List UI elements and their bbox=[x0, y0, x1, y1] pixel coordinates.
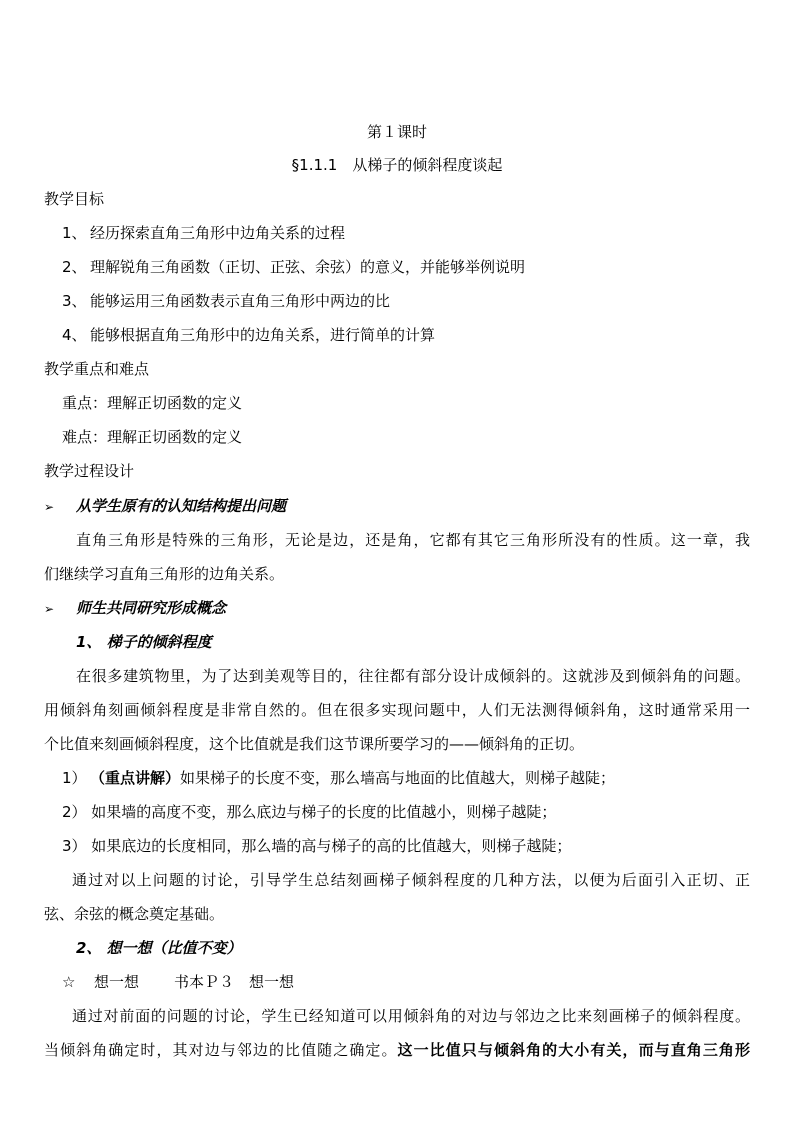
section-title: 从学生原有的认知结构提出问题 bbox=[76, 497, 287, 515]
section-heading bbox=[44, 598, 226, 619]
think-row bbox=[62, 972, 294, 992]
objective-text: 经历探索直角三角形中边角关系的过程 bbox=[90, 224, 346, 242]
list-item: 3） 如果底边的长度相同，那么墙的高与梯子的高的比值越大，则梯子越陡； bbox=[62, 837, 572, 855]
paragraph-emphasis: 这一比值只与倾斜角的大小有关，而与直角三角形 bbox=[397, 1041, 750, 1059]
lesson-title: §1.1.1 从梯子的倾斜程度谈起 bbox=[291, 156, 503, 174]
objective-num: 2、 bbox=[62, 258, 87, 276]
paragraph-line: 们继续学习直角三角形的边角关系。 bbox=[44, 565, 285, 583]
star-icon: ☆ bbox=[62, 973, 76, 991]
key-point: 重点：理解正切函数的定义 bbox=[62, 394, 243, 412]
list-num: 1） bbox=[62, 769, 87, 787]
objective-text: 理解锐角三角函数（正切、正弦、余弦）的意义，并能够举例说明 bbox=[90, 258, 526, 276]
list-text: 如果梯子的长度不变，那么墙高与地面的比值越大，则梯子越陡； bbox=[180, 769, 616, 787]
objective-item bbox=[62, 223, 345, 243]
lesson-label: 第１课时 bbox=[366, 123, 427, 141]
paragraph-line bbox=[44, 1040, 750, 1060]
paragraph-line: 直角三角形是特殊的三角形，无论是边，还是角，它都有其它三角形所没有的性质。这一章，我 bbox=[76, 531, 750, 549]
think-reference: 书本Ｐ３ 想一想 bbox=[174, 973, 295, 991]
objectives-heading: 教学目标 bbox=[44, 190, 105, 208]
list-item bbox=[62, 768, 615, 788]
paragraph-line: 弦、余弦的概念奠定基础。 bbox=[44, 905, 225, 923]
objective-text: 能够根据直角三角形中的边角关系，进行简单的计算 bbox=[90, 326, 436, 344]
paragraph-line: 通过对前面的问题的讨论，学生已经知道可以用倾斜角的对边与邻边之比来刻画梯子的倾斜程度。 bbox=[72, 1007, 750, 1025]
think-label: 想一想 bbox=[94, 973, 140, 991]
objective-item bbox=[62, 325, 435, 345]
paragraph-line: 在很多建筑物里，为了达到美观等目的，往往都有部分设计成倾斜的。这就涉及到倾斜角的问题。 bbox=[76, 667, 750, 685]
emphasis-label: （重点讲解） bbox=[90, 769, 181, 787]
list-item: 2） 如果墙的高度不变，那么底边与梯子的长度的比值越小，则梯子越陡； bbox=[62, 803, 557, 821]
objective-num: 1、 bbox=[62, 224, 87, 242]
paragraph-line: 用倾斜角刻画倾斜程度是非常自然的。但在很多实现问题中，人们无法测得倾斜角，这时通常采用一 bbox=[44, 701, 750, 719]
subsection-title: 2、 想一想（比值不变） bbox=[76, 939, 242, 957]
section-title: 师生共同研究形成概念 bbox=[76, 599, 227, 617]
keypoints-heading: 教学重点和难点 bbox=[44, 360, 150, 378]
objective-item bbox=[62, 257, 525, 277]
paragraph-line: 个比值来刻画倾斜程度，这个比值就是我们这节课所要学习的——倾斜角的正切。 bbox=[44, 735, 585, 753]
process-heading: 教学过程设计 bbox=[44, 462, 135, 480]
arrow-bullet-icon: ➢ bbox=[44, 500, 55, 514]
objective-item bbox=[62, 291, 390, 311]
difficulty-point: 难点：理解正切函数的定义 bbox=[62, 428, 243, 446]
objective-num: 4、 bbox=[62, 326, 87, 344]
paragraph-line: 通过对以上问题的讨论，引导学生总结刻画梯子倾斜程度的几种方法，以便为后面引入正切、正 bbox=[72, 871, 750, 889]
paragraph-text: 当倾斜角确定时，其对边与邻边的比值随之确定。 bbox=[44, 1041, 398, 1059]
section-heading bbox=[44, 496, 286, 517]
subsection-title: 1、 梯子的倾斜程度 bbox=[76, 633, 212, 651]
objective-text: 能够运用三角函数表示直角三角形中两边的比 bbox=[90, 292, 391, 310]
arrow-bullet-icon: ➢ bbox=[44, 602, 55, 616]
objective-num: 3、 bbox=[62, 292, 87, 310]
